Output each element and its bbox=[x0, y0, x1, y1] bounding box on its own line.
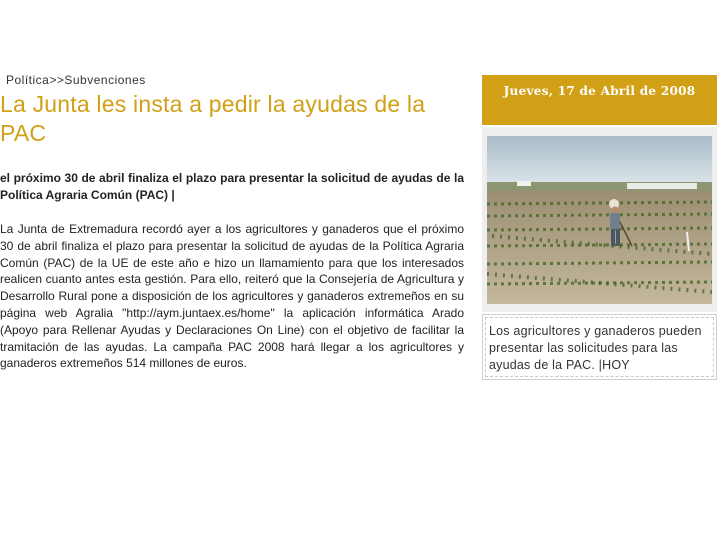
agralia-link[interactable]: http://aym.juntaex.es/home bbox=[126, 305, 271, 320]
breadcrumb[interactable]: Política>>Subvenciones bbox=[6, 73, 146, 87]
date-text: Jueves, 17 de Abril de 2008 bbox=[503, 84, 696, 98]
photo-caption: Los agricultores y ganaderos pueden presentar las solicitudes para las ayudas de la PAC. |HOY bbox=[489, 324, 702, 372]
caption-box bbox=[482, 314, 717, 380]
article-title: La Junta les insta a pedir la ayudas de la PAC bbox=[0, 91, 426, 146]
article-body-text: La Junta de Extremadura recordó ayer a los agricultores y ganaderos que el próximo 30 de abril finaliza el plazo para presentar la solicitud de ayudas de la Política Agraria Común (PAC) de la UE de este año e hizo un llamamiento para que los interesados realicen cuanto antes esta gestión. Para ello, reiteró que la Consejería de Agricultura y Desarrollo Rural pone a disposición de los agricultores y ganaderos extremeños en su página web Agralia " bbox=[0, 222, 464, 320]
article-body bbox=[0, 221, 464, 372]
date-banner bbox=[482, 75, 717, 125]
article-body-text-end: " la aplicación informática Arado (Apoyo para Rellenar Ayudas y Declaraciones On Line) con el objetivo de facilitar la tramitación de las ayudas. La campaña PAC 2008 hará llegar a los agricultores y ganaderos extremeños 514 millones de euros. bbox=[0, 305, 464, 371]
farm-field-photo bbox=[487, 136, 712, 304]
article-lead: el próximo 30 de abril finaliza el plazo para presentar la solicitud de ayudas de la Política Agraria Común (PAC) | bbox=[0, 171, 464, 202]
